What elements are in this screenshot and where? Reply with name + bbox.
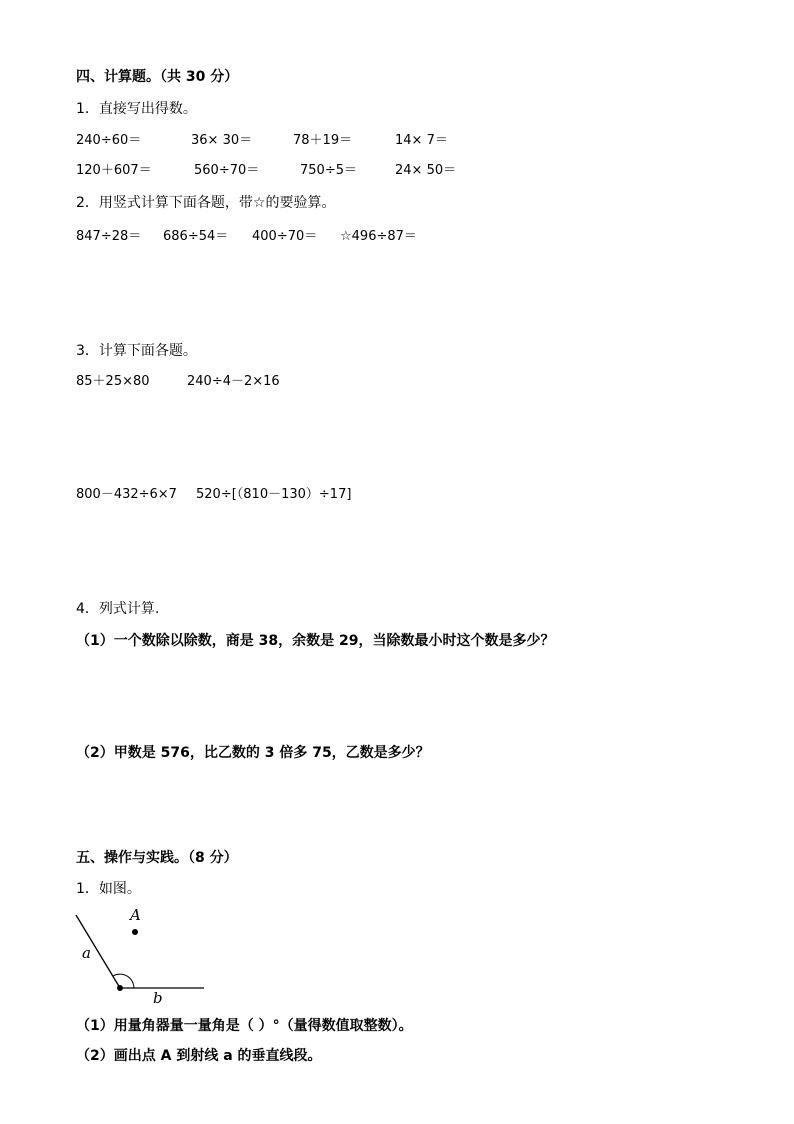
q3-expr: 240÷4－2×16 <box>187 374 280 389</box>
q3-title: 3．计算下面各题。 <box>76 343 197 359</box>
q3-expr: 520÷[（810－130）÷17] <box>196 487 352 502</box>
s5-q1-sub1: （1）用量角器量一量角是（ ）°（量得数值取整数）。 <box>76 1018 413 1034</box>
s5-q1-sub2: （2）画出点 A 到射线 a 的垂直线段。 <box>76 1048 322 1064</box>
s5-q1-title: 1．如图。 <box>76 881 141 897</box>
q1-expr: 240÷60＝ <box>76 133 142 148</box>
q1-expr: 750÷5＝ <box>300 163 357 178</box>
section5-title: 五、操作与实践。（8 分） <box>76 850 238 866</box>
q2-title: 2．用竖式计算下面各题，带☆的要验算。 <box>76 195 336 211</box>
ray-b-label: b <box>153 989 163 1007</box>
q1-expr: 24× 50＝ <box>395 163 457 178</box>
point-a-label: A <box>130 906 141 924</box>
q4-title: 4．列式计算. <box>76 601 160 617</box>
section4-title: 四、计算题。（共 30 分） <box>76 69 239 85</box>
q1-expr: 36× 30＝ <box>191 133 253 148</box>
q1-expr: 78＋19＝ <box>293 133 353 148</box>
point-a-dot <box>132 929 138 935</box>
q4-sub2: （2）甲数是 576，比乙数的 3 倍多 75，乙数是多少？ <box>76 745 430 761</box>
q4-sub1: （1）一个数除以除数，商是 38，余数是 29，当除数最小时这个数是多少？ <box>76 633 555 649</box>
q2-expr: 400÷70＝ <box>252 229 318 244</box>
q1-expr: 560÷70＝ <box>194 163 260 178</box>
q2-expr: ☆496÷87＝ <box>340 229 417 244</box>
q3-expr: 800－432÷6×7 <box>76 487 177 502</box>
q1-expr: 120＋607＝ <box>76 163 152 178</box>
q2-expr: 847÷28＝ <box>76 229 142 244</box>
angle-figure <box>70 905 220 1010</box>
q1-expr: 14× 7＝ <box>395 133 448 148</box>
ray-a-label: a <box>82 944 91 962</box>
vertex-point <box>117 985 123 991</box>
q1-title: 1．直接写出得数。 <box>76 101 197 117</box>
q2-expr: 686÷54＝ <box>163 229 229 244</box>
q3-expr: 85＋25×80 <box>76 374 150 389</box>
